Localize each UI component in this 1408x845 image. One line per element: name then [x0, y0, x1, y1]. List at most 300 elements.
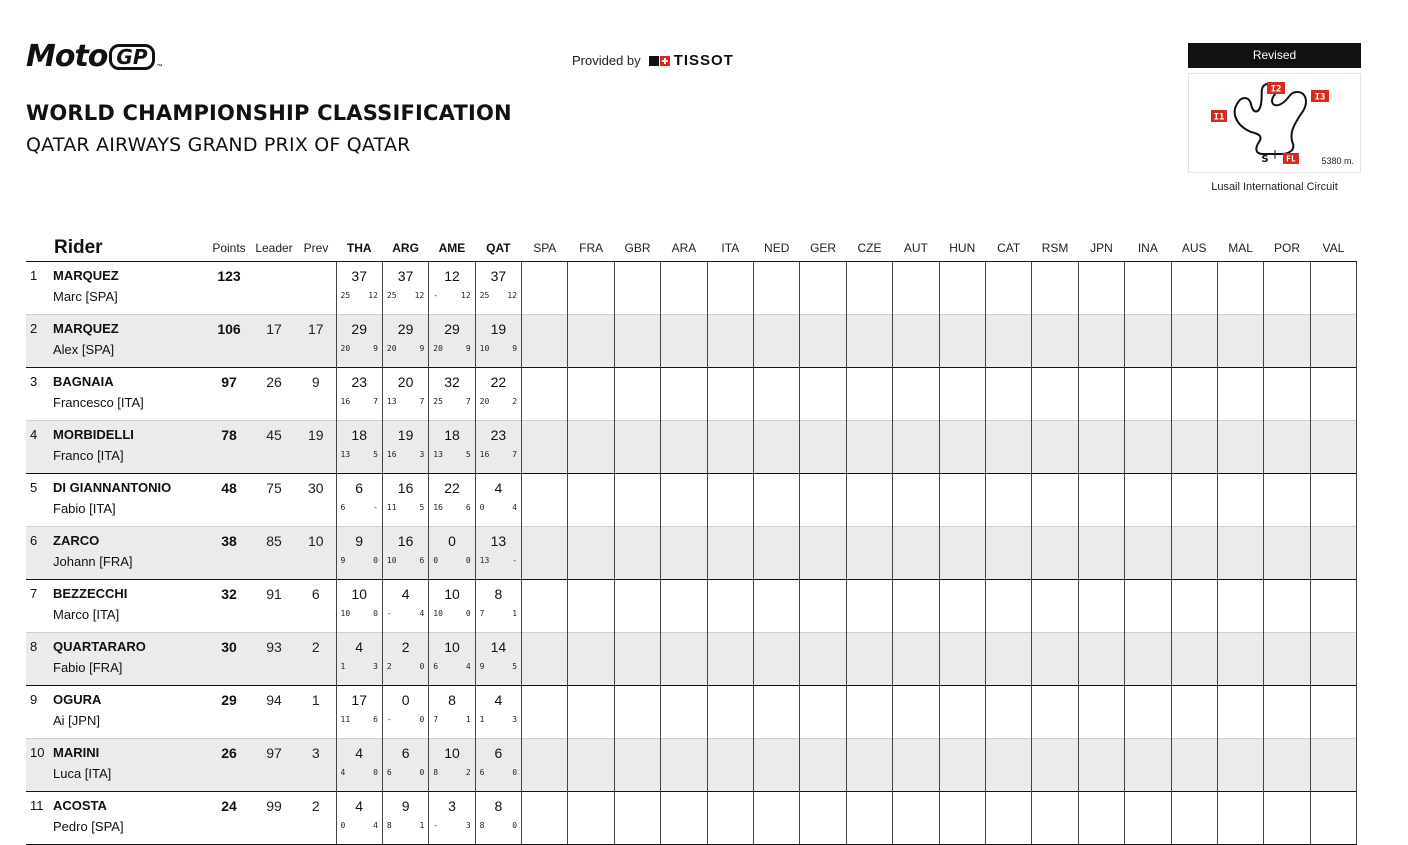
race-result-cat [985, 792, 1031, 845]
race-total-points: 8 [448, 692, 456, 708]
race-total-points: 10 [444, 586, 460, 602]
race-result-por [1264, 792, 1310, 845]
race-result-jpn [1078, 474, 1124, 527]
race-sprint-points: 12 [368, 291, 378, 300]
race-result-aus [1171, 474, 1217, 527]
race-result-ara [661, 527, 707, 580]
race-grand-prix-points: 0 [433, 556, 439, 565]
race-result-jpn [1078, 792, 1124, 845]
rider-cell [26, 739, 206, 792]
race-result-ame [429, 739, 475, 792]
race-points-breakdown [480, 291, 517, 300]
race-result-arg [382, 633, 428, 686]
race-result-spa [522, 474, 568, 527]
race-points-breakdown [341, 662, 378, 671]
race-result-gbr [614, 315, 660, 368]
race-result-ame [429, 315, 475, 368]
rider-surname: OGURA [53, 692, 102, 707]
race-result-ita [707, 474, 753, 527]
race-points-breakdown [341, 609, 378, 618]
marker-i1: I1 [1213, 112, 1225, 123]
race-points-breakdown [341, 768, 378, 777]
race-result-ger [800, 474, 846, 527]
race-points-breakdown [480, 715, 517, 724]
race-result-hun [939, 527, 985, 580]
race-result-val [1310, 580, 1356, 633]
race-sprint-points: 2 [512, 397, 518, 406]
race-result-val [1310, 368, 1356, 421]
rider-gap-leader: 97 [252, 739, 296, 792]
race-result-por [1264, 315, 1310, 368]
race-result-val [1310, 739, 1356, 792]
race-result-arg [382, 474, 428, 527]
race-column-header-qat: QAT [475, 235, 521, 262]
race-grand-prix-points: 7 [479, 609, 485, 618]
table-body [26, 262, 1357, 845]
race-total-points: 32 [444, 374, 460, 390]
race-result-gbr [614, 262, 660, 315]
rider-cell [26, 580, 206, 633]
race-result-aus [1171, 739, 1217, 792]
race-points-breakdown [480, 821, 517, 830]
race-result-ita [707, 315, 753, 368]
race-result-ita [707, 633, 753, 686]
race-result-hun [939, 580, 985, 633]
race-sprint-points: 1 [419, 821, 425, 830]
race-total-points: 16 [397, 533, 414, 549]
race-grand-prix-points: 10 [386, 556, 397, 565]
race-result-ger [800, 686, 846, 739]
race-result-ned [754, 686, 800, 739]
rider-position: 7 [30, 586, 38, 601]
race-grand-prix-points: 8 [479, 821, 485, 830]
race-grand-prix-points: - [386, 715, 392, 724]
race-result-ned [754, 633, 800, 686]
rider-firstname-nation: Ai [JPN] [53, 713, 100, 728]
race-points-breakdown [387, 821, 424, 830]
race-points-breakdown [341, 344, 378, 353]
race-result-jpn [1078, 368, 1124, 421]
race-result-arg [382, 368, 428, 421]
race-total-points: 4 [355, 745, 364, 761]
race-sprint-points: 7 [373, 397, 378, 406]
race-grand-prix-points: 6 [433, 662, 439, 671]
race-grand-prix-points: 25 [433, 397, 443, 406]
race-points-breakdown [341, 715, 378, 724]
table-row [26, 792, 1357, 845]
race-grand-prix-points: 11 [386, 503, 397, 512]
logo-trademark: ™ [156, 64, 163, 70]
race-result-qat [475, 580, 521, 633]
race-result-jpn [1078, 580, 1124, 633]
race-result-ame [429, 633, 475, 686]
race-total-points: 8 [494, 586, 503, 602]
race-result-val [1310, 792, 1356, 845]
race-result-cze [846, 739, 892, 792]
rider-gap-leader [252, 262, 296, 315]
circuit-map [1188, 73, 1361, 173]
race-total-points: 4 [355, 798, 364, 814]
race-result-spa [522, 739, 568, 792]
race-result-ger [800, 792, 846, 845]
race-result-aut [893, 686, 939, 739]
tissot-black-square-icon [649, 56, 659, 66]
race-total-points: 19 [490, 321, 507, 337]
rider-points: 38 [206, 527, 252, 580]
race-sprint-points: 2 [465, 768, 471, 777]
race-points-breakdown [341, 291, 378, 300]
race-points-breakdown [387, 768, 424, 777]
race-result-ame [429, 474, 475, 527]
race-result-arg [382, 262, 428, 315]
rider-points: 123 [206, 262, 252, 315]
race-total-points: 14 [490, 639, 507, 655]
race-points-breakdown [387, 450, 424, 459]
race-grand-prix-points: 10 [479, 344, 490, 353]
race-sprint-points: 9 [373, 344, 378, 353]
race-points-breakdown [387, 609, 424, 618]
rider-gap-prev: 3 [296, 739, 336, 792]
race-result-cze [846, 315, 892, 368]
rider-gap-leader: 17 [252, 315, 296, 368]
race-result-fra [568, 315, 614, 368]
race-result-fra [568, 262, 614, 315]
race-result-cat [985, 421, 1031, 474]
race-result-ger [800, 580, 846, 633]
rider-position: 10 [30, 745, 45, 760]
race-result-hun [939, 792, 985, 845]
race-total-points: 9 [401, 798, 410, 814]
race-column-header-val: VAL [1310, 235, 1356, 262]
race-result-ger [800, 421, 846, 474]
race-result-ina [1125, 580, 1171, 633]
revised-badge: Revised [1188, 43, 1361, 68]
rider-gap-prev: 9 [296, 368, 336, 421]
race-result-ara [661, 421, 707, 474]
race-total-points: 10 [351, 586, 367, 602]
rider-points: 26 [206, 739, 252, 792]
rider-cell [26, 315, 206, 368]
race-grand-prix-points: 13 [340, 450, 351, 459]
race-result-mal [1217, 633, 1263, 686]
race-result-cat [985, 315, 1031, 368]
race-column-header-arg: ARG [382, 235, 428, 262]
provided-by-label: Provided by [572, 53, 641, 68]
rider-surname: MORBIDELLI [53, 427, 134, 442]
race-result-ger [800, 739, 846, 792]
race-sprint-points: 0 [512, 768, 518, 777]
race-sprint-points: 9 [419, 344, 425, 353]
race-sprint-points: 4 [465, 662, 471, 671]
race-result-ger [800, 527, 846, 580]
race-result-spa [522, 315, 568, 368]
race-sprint-points: 7 [512, 450, 518, 459]
race-result-ita [707, 527, 753, 580]
race-sprint-points: 3 [373, 662, 378, 671]
race-result-ina [1125, 421, 1171, 474]
race-result-mal [1217, 580, 1263, 633]
race-total-points: 4 [494, 692, 503, 708]
race-result-por [1264, 474, 1310, 527]
race-total-points: 4 [355, 639, 364, 655]
race-column-header-ger: GER [800, 235, 846, 262]
race-result-ger [800, 633, 846, 686]
race-grand-prix-points: 10 [340, 609, 351, 618]
race-result-por [1264, 527, 1310, 580]
rider-surname: ACOSTA [53, 798, 107, 813]
table-row [26, 368, 1357, 421]
race-result-val [1310, 686, 1356, 739]
race-result-aus [1171, 368, 1217, 421]
rider-cell [26, 686, 206, 739]
race-grand-prix-points: 6 [386, 768, 392, 777]
race-points-breakdown [387, 503, 424, 512]
rider-gap-prev: 2 [296, 792, 336, 845]
race-result-fra [568, 739, 614, 792]
race-result-fra [568, 421, 614, 474]
classification-table [26, 235, 1357, 845]
rider-position: 8 [30, 639, 38, 654]
race-total-points: 3 [448, 798, 456, 814]
race-column-header-por: POR [1264, 235, 1310, 262]
rider-points: 32 [206, 580, 252, 633]
race-result-tha [336, 527, 382, 580]
rider-points: 30 [206, 633, 252, 686]
race-result-ned [754, 527, 800, 580]
race-result-qat [475, 739, 521, 792]
race-result-ame [429, 580, 475, 633]
race-result-qat [475, 633, 521, 686]
race-result-arg [382, 739, 428, 792]
race-result-ita [707, 368, 753, 421]
race-result-aus [1171, 421, 1217, 474]
race-result-ina [1125, 368, 1171, 421]
race-result-ita [707, 792, 753, 845]
race-result-ara [661, 686, 707, 739]
race-result-aut [893, 633, 939, 686]
race-result-aut [893, 474, 939, 527]
race-result-por [1264, 421, 1310, 474]
race-points-breakdown [433, 768, 470, 777]
race-result-cze [846, 633, 892, 686]
race-result-cat [985, 739, 1031, 792]
race-column-header-tha: THA [336, 235, 382, 262]
rider-surname: MARQUEZ [53, 321, 119, 336]
race-result-cat [985, 580, 1031, 633]
race-column-header-aut: AUT [893, 235, 939, 262]
race-grand-prix-points: 16 [479, 450, 490, 459]
race-result-ger [800, 315, 846, 368]
race-points-breakdown [480, 556, 517, 565]
rider-cell [26, 527, 206, 580]
rider-surname: BEZZECCHI [53, 586, 128, 601]
race-grand-prix-points: 20 [340, 344, 351, 353]
race-points-breakdown [480, 450, 517, 459]
race-column-header-mal: MAL [1217, 235, 1263, 262]
sponsor-name: TISSOT [673, 52, 734, 69]
race-total-points: 23 [490, 427, 507, 443]
race-result-ina [1125, 739, 1171, 792]
race-result-ita [707, 686, 753, 739]
race-total-points: 4 [401, 586, 410, 602]
race-result-tha [336, 580, 382, 633]
race-result-fra [568, 368, 614, 421]
rider-column-header: Rider [26, 235, 206, 262]
race-total-points: 18 [444, 427, 460, 443]
race-points-breakdown [387, 556, 424, 565]
race-points-breakdown [433, 450, 470, 459]
race-column-header-jpn: JPN [1078, 235, 1124, 262]
race-points-breakdown [341, 397, 378, 406]
race-total-points: 29 [397, 321, 414, 337]
race-result-ina [1125, 686, 1171, 739]
race-result-aus [1171, 580, 1217, 633]
race-result-ina [1125, 527, 1171, 580]
race-grand-prix-points: 11 [340, 715, 351, 724]
race-points-breakdown [480, 662, 517, 671]
race-points-breakdown [387, 291, 424, 300]
race-grand-prix-points: 25 [340, 291, 351, 300]
race-result-tha [336, 368, 382, 421]
race-column-header-rsm: RSM [1032, 235, 1078, 262]
race-result-val [1310, 315, 1356, 368]
race-result-aut [893, 421, 939, 474]
race-result-mal [1217, 421, 1263, 474]
race-result-aus [1171, 633, 1217, 686]
race-result-aut [893, 368, 939, 421]
race-result-qat [475, 421, 521, 474]
table-row [26, 580, 1357, 633]
race-sprint-points: 7 [419, 397, 425, 406]
race-sprint-points: - [512, 556, 518, 565]
race-sprint-points: 12 [507, 291, 518, 300]
race-sprint-points: 0 [419, 715, 425, 724]
rider-position: 1 [30, 268, 38, 283]
logo-gp: GP [109, 44, 154, 70]
race-result-spa [522, 633, 568, 686]
race-sprint-points: 3 [465, 821, 471, 830]
race-result-ned [754, 739, 800, 792]
race-result-cze [846, 368, 892, 421]
table-row [26, 527, 1357, 580]
marker-finish: FL [1286, 154, 1296, 164]
race-result-rsm [1032, 421, 1078, 474]
race-result-ita [707, 421, 753, 474]
rider-gap-leader: 75 [252, 474, 296, 527]
rider-gap-prev [296, 262, 336, 315]
race-result-ara [661, 792, 707, 845]
race-result-val [1310, 262, 1356, 315]
race-points-breakdown [480, 609, 517, 618]
race-sprint-points: 6 [465, 503, 471, 512]
race-sprint-points: 6 [419, 556, 425, 565]
race-sprint-points: 3 [512, 715, 518, 724]
table-row [26, 686, 1357, 739]
race-result-mal [1217, 739, 1263, 792]
race-points-breakdown [341, 450, 378, 459]
rider-cell [26, 262, 206, 315]
race-result-gbr [614, 580, 660, 633]
race-column-header-aus: AUS [1171, 235, 1217, 262]
race-points-breakdown [433, 609, 470, 618]
race-result-ita [707, 580, 753, 633]
race-result-tha [336, 633, 382, 686]
swiss-cross-icon [660, 56, 670, 66]
rider-cell [26, 368, 206, 421]
race-result-tha [336, 739, 382, 792]
rider-position: 11 [30, 798, 44, 813]
race-result-fra [568, 686, 614, 739]
race-result-rsm [1032, 792, 1078, 845]
race-column-header-cze: CZE [846, 235, 892, 262]
race-result-rsm [1032, 368, 1078, 421]
rider-gap-leader: 91 [252, 580, 296, 633]
race-result-rsm [1032, 262, 1078, 315]
race-result-ame [429, 421, 475, 474]
race-result-mal [1217, 368, 1263, 421]
race-result-tha [336, 474, 382, 527]
race-result-tha [336, 686, 382, 739]
race-grand-prix-points: 6 [479, 768, 485, 777]
race-result-hun [939, 368, 985, 421]
rider-cell [26, 421, 206, 474]
motogp-logo [26, 40, 163, 74]
race-result-gbr [614, 633, 660, 686]
rider-cell [26, 633, 206, 686]
race-result-qat [475, 368, 521, 421]
race-total-points: 13 [490, 533, 507, 549]
race-total-points: 19 [397, 427, 414, 443]
race-result-ame [429, 686, 475, 739]
race-sprint-points: 9 [465, 344, 471, 353]
race-total-points: 4 [494, 480, 503, 496]
race-result-qat [475, 262, 521, 315]
race-result-spa [522, 580, 568, 633]
race-grand-prix-points: 20 [479, 397, 490, 406]
race-sprint-points: 12 [414, 291, 425, 300]
race-result-cze [846, 686, 892, 739]
race-sprint-points: 5 [465, 450, 471, 459]
circuit-name: Lusail International Circuit [1211, 181, 1338, 193]
race-result-arg [382, 792, 428, 845]
race-grand-prix-points: 16 [433, 503, 443, 512]
race-total-points: 20 [397, 374, 414, 390]
rider-points: 97 [206, 368, 252, 421]
rider-firstname-nation: Marco [ITA] [53, 607, 120, 622]
race-grand-prix-points: 20 [433, 344, 443, 353]
race-result-aus [1171, 262, 1217, 315]
rider-gap-prev: 2 [296, 633, 336, 686]
race-grand-prix-points: 4 [340, 768, 346, 777]
page-subtitle: QATAR AIRWAYS GRAND PRIX OF QATAR [26, 134, 411, 156]
race-result-ara [661, 739, 707, 792]
race-result-aut [893, 580, 939, 633]
rider-gap-prev: 1 [296, 686, 336, 739]
race-result-jpn [1078, 633, 1124, 686]
race-total-points: 22 [444, 480, 460, 496]
race-grand-prix-points: 25 [479, 291, 490, 300]
race-result-aus [1171, 792, 1217, 845]
race-sprint-points: 0 [373, 556, 378, 565]
race-result-jpn [1078, 315, 1124, 368]
rider-firstname-nation: Luca [ITA] [53, 766, 112, 781]
race-result-gbr [614, 368, 660, 421]
rider-firstname-nation: Fabio [FRA] [53, 660, 123, 675]
race-result-cze [846, 421, 892, 474]
race-result-cat [985, 527, 1031, 580]
race-result-arg [382, 421, 428, 474]
race-result-ara [661, 633, 707, 686]
